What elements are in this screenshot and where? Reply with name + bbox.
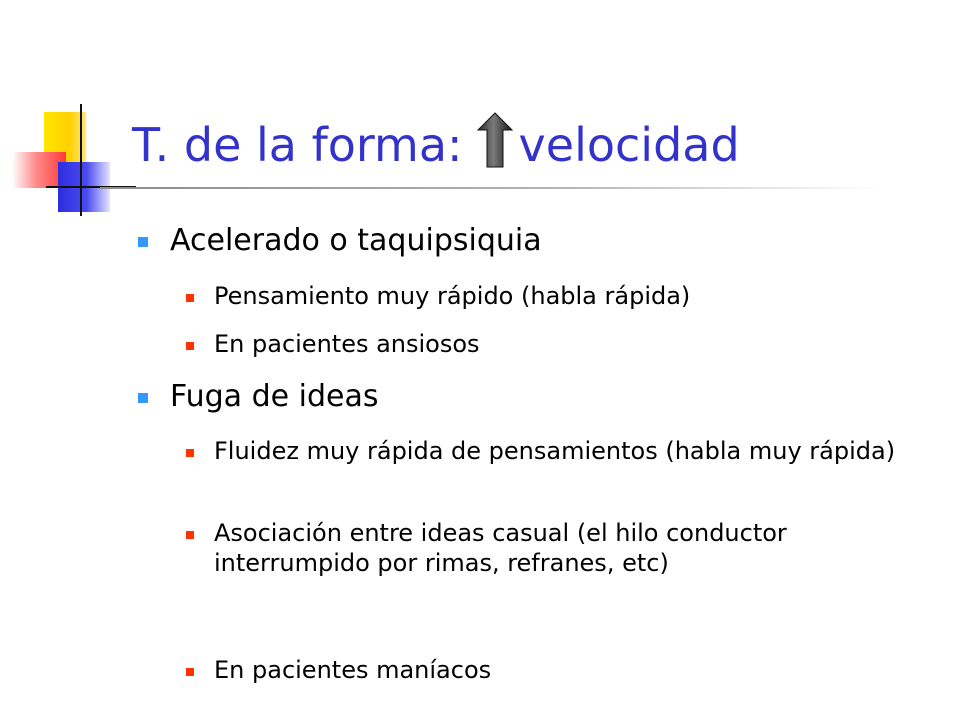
sub-bullet-item: En pacientes maníacos bbox=[214, 656, 492, 684]
slide-title bbox=[132, 112, 740, 172]
bullet-marker-level1 bbox=[138, 393, 148, 403]
bullet-marker-level2 bbox=[186, 531, 194, 539]
title-underline bbox=[100, 187, 880, 189]
logo-vertical-line bbox=[80, 104, 82, 216]
bullet-marker-level2 bbox=[186, 668, 194, 676]
bullet-marker-level2 bbox=[186, 449, 194, 457]
title-text-after: velocidad bbox=[518, 118, 740, 172]
bullet-item: Fuga de ideas bbox=[170, 379, 379, 414]
corner-logo bbox=[0, 0, 140, 230]
sub-bullet-item: En pacientes ansiosos bbox=[214, 330, 480, 358]
bullet-marker-level2 bbox=[186, 342, 194, 350]
sub-bullet-item: Fluidez muy rápida de pensamientos (habla muy rápida) bbox=[214, 437, 896, 465]
bullet-marker-level1 bbox=[138, 237, 148, 247]
title-text-before: T. de la forma: bbox=[132, 118, 463, 172]
sub-bullet-item: Asociación entre ideas casual (el hilo conductor interrumpido por rimas, refranes, etc) bbox=[214, 519, 787, 577]
bullet-marker-level2 bbox=[186, 294, 194, 302]
sub-bullet-item: Pensamiento muy rápido (habla rápida) bbox=[214, 282, 691, 310]
up-arrow-icon bbox=[477, 112, 513, 168]
bullet-item: Acelerado o taquipsiquia bbox=[170, 223, 542, 258]
